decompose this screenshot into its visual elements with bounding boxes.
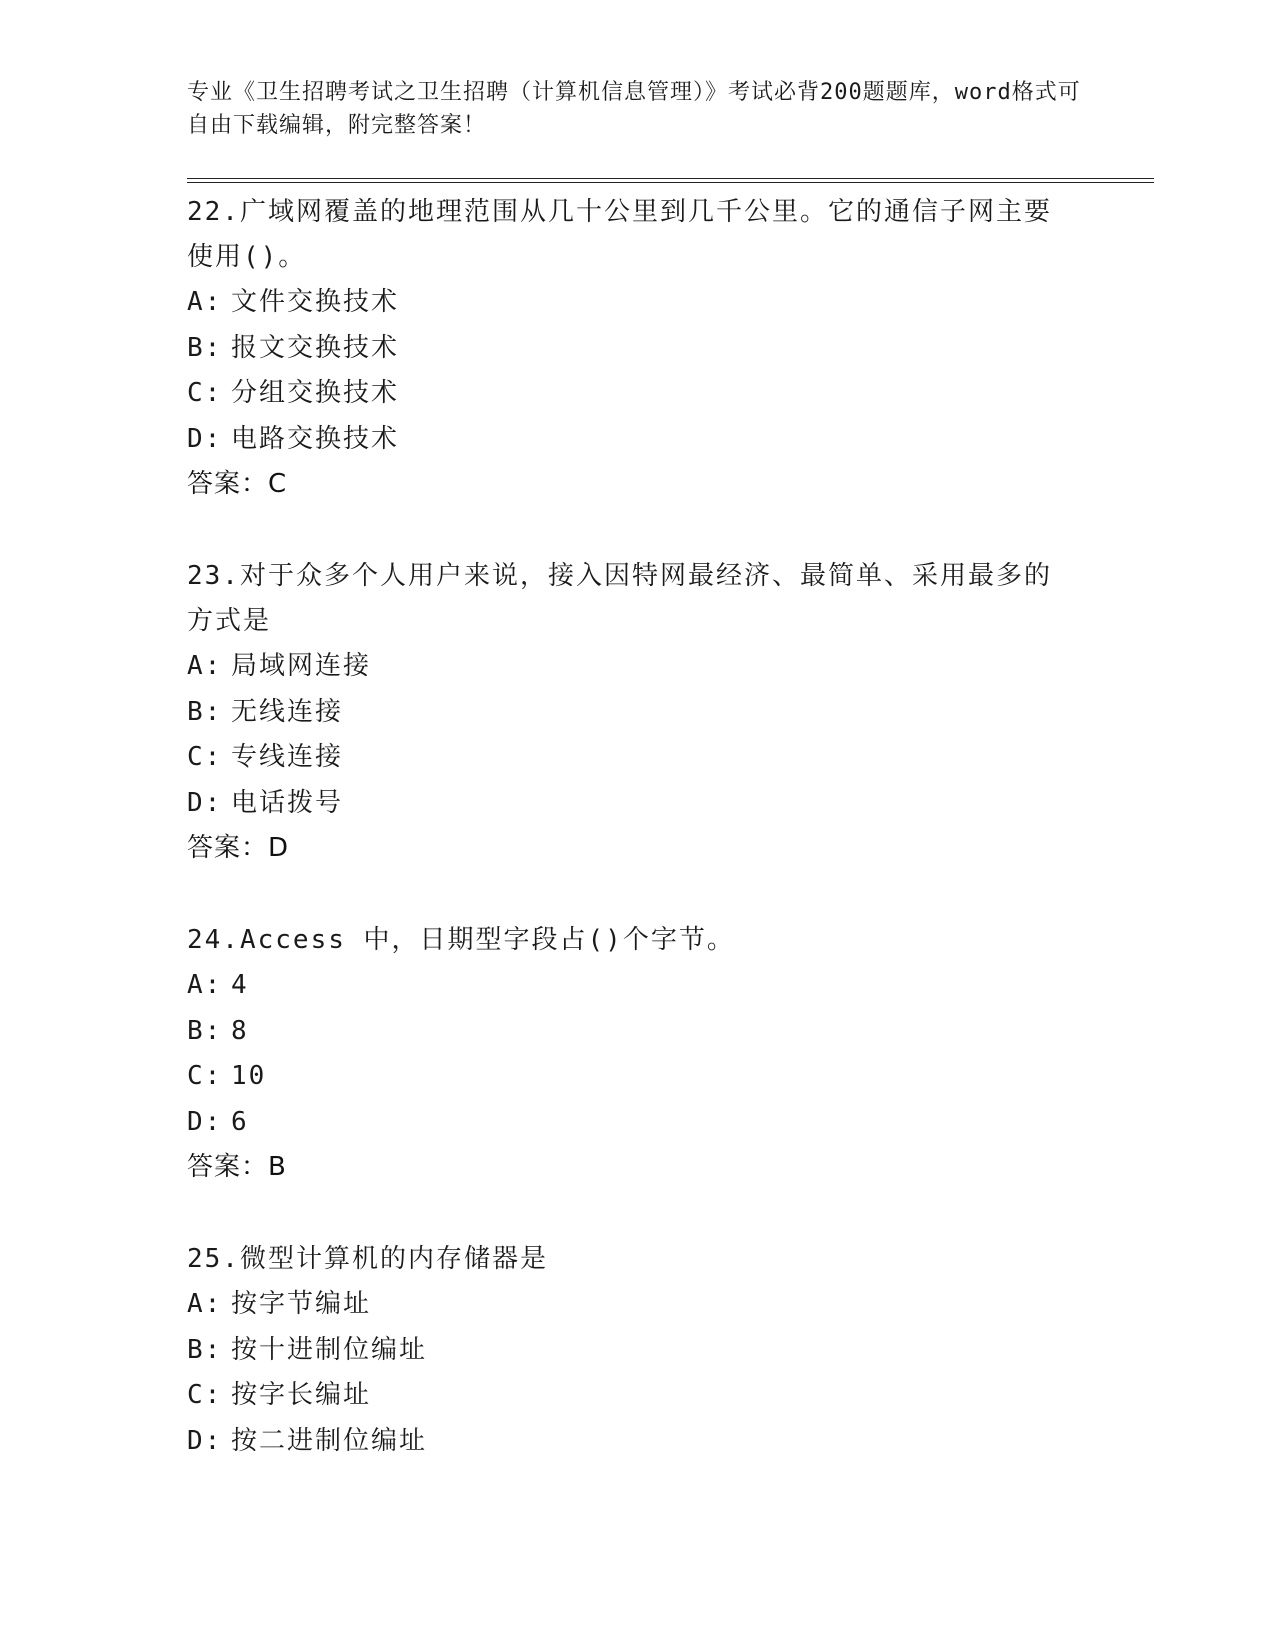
option-text: 电话拨号 [231,787,344,818]
option-d [187,1100,1087,1146]
option-letter: C: [187,378,223,408]
option-a [187,280,1087,326]
option-letter: D: [187,1425,223,1456]
option-letter: A: [187,651,223,681]
option-text: 4 [231,970,249,1000]
answer-line: 答案：C [187,469,288,499]
option-text: 按十进制位编址 [231,1334,428,1365]
option-letter: A: [187,1289,223,1319]
option-letter: B: [187,1015,223,1046]
question-24 [187,918,1087,1190]
option-b [187,1009,1087,1055]
option-c [187,735,1087,781]
question-25 [187,1237,1087,1464]
option-text: 6 [231,1106,249,1137]
option-text: 报文交换技术 [231,332,400,363]
option-letter: C: [187,1061,223,1091]
option-d [187,417,1087,463]
header-double-rule [187,178,1154,183]
question-23 [187,554,1087,871]
option-text: 8 [231,1015,249,1046]
option-letter: D: [187,787,223,818]
option-letter: B: [187,1334,223,1365]
answer-line: 答案：D [187,833,290,863]
option-a [187,963,1087,1009]
option-letter: B: [187,696,223,727]
option-b [187,690,1087,736]
question-list [187,190,1087,1511]
option-d [187,781,1087,827]
option-text: 按字节编址 [231,1289,372,1319]
option-letter: C: [187,742,223,772]
option-d [187,1419,1087,1465]
question-stem: 24.Access 中，日期型字段占()个字节。 [187,925,735,955]
option-text: 文件交换技术 [231,287,400,317]
option-text: 电路交换技术 [231,423,400,454]
option-text: 局域网连接 [231,651,372,681]
question-stem: 23.对于众多个人用户来说，接入因特网最经济、最简单、采用最多的方式是 [187,561,1052,636]
option-text: 10 [231,1061,267,1091]
option-c [187,1054,1087,1100]
option-c [187,371,1087,417]
option-letter: A: [187,970,223,1000]
option-letter: B: [187,332,223,363]
option-text: 无线连接 [231,696,344,727]
option-a [187,1282,1087,1328]
option-letter: D: [187,423,223,454]
question-22 [187,190,1087,507]
option-text: 按字长编址 [231,1380,372,1410]
option-a [187,644,1087,690]
question-stem: 22.广域网覆盖的地理范围从几十公里到几千公里。它的通信子网主要使用()。 [187,197,1052,272]
question-stem: 25.微型计算机的内存储器是 [187,1244,548,1274]
option-letter: C: [187,1380,223,1410]
option-letter: A: [187,287,223,317]
option-b [187,1328,1087,1374]
option-text: 按二进制位编址 [231,1425,428,1456]
document-header: 专业《卫生招聘考试之卫生招聘（计算机信息管理）》考试必背200题题库，word格式可自由下载编辑，附完整答案！ [187,80,1081,138]
option-text: 专线连接 [231,742,344,772]
answer-line: 答案：B [187,1152,287,1182]
option-b [187,326,1087,372]
option-letter: D: [187,1106,223,1137]
option-c [187,1373,1087,1419]
document-page [187,0,1147,1650]
option-text: 分组交换技术 [231,378,400,408]
